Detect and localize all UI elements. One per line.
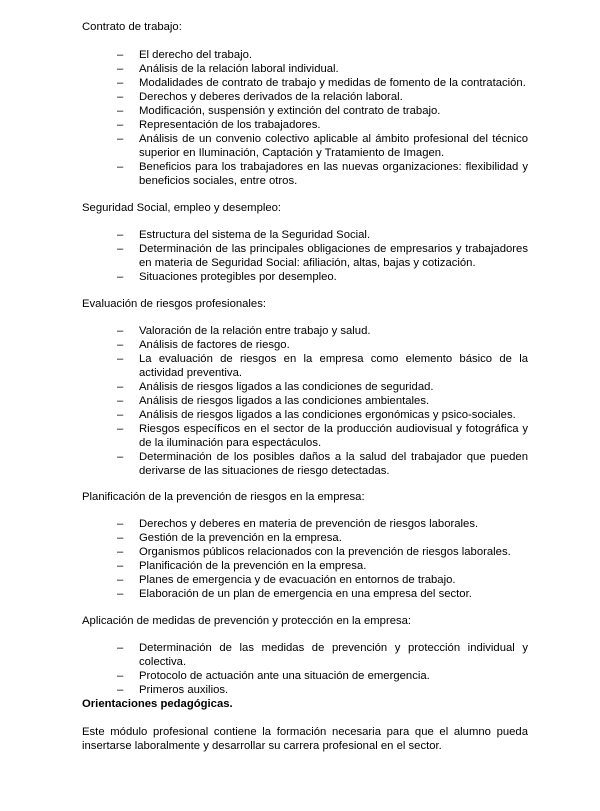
section-title-planificacion: Planificación de la prevención de riesgos en la empresa: (82, 491, 365, 503)
dash-marker: – (117, 229, 124, 241)
list-item: – Derechos y deberes derivados de la relación laboral. (117, 91, 403, 103)
list-item: – Organismos públicos relacionados con la prevención de riesgos laborales. (117, 546, 511, 558)
dash-marker: – (117, 91, 124, 103)
section-title-aplicacion-medidas: Aplicación de medidas de prevención y protección en la empresa: (82, 615, 412, 627)
dash-marker: – (117, 395, 124, 407)
dash-marker: – (117, 670, 124, 682)
section-title-contrato: Contrato de trabajo: (82, 21, 182, 33)
section-title-evaluacion-riesgos: Evaluación de riesgos profesionales: (82, 298, 266, 310)
list-item: – Determinación de los posibles daños a la salud del trabajador que pueden derivarse de las situaciones de riesgo detectadas. (117, 451, 528, 477)
list-item: – Análisis de riesgos ligados a las condiciones ambientales. (117, 395, 430, 407)
list-item: – Análisis de factores de riesgo. (117, 339, 290, 351)
list-item: – Estructura del sistema de la Seguridad Social. (117, 229, 371, 241)
list-item: – Análisis de la relación laboral individual. (117, 63, 339, 75)
list-contrato (0, 48, 600, 188)
dash-marker: – (117, 63, 124, 75)
list-item: – Modalidades de contrato de trabajo y medidas de fomento de la contratación. (117, 77, 526, 89)
list-item: – Valoración de la relación entre trabajo y salud. (117, 325, 371, 337)
list-aplicacion-medidas (0, 641, 600, 697)
dash-marker: – (117, 325, 124, 337)
section-title-seguridad-social: Seguridad Social, empleo y desempleo: (82, 202, 282, 214)
dash-marker: – (117, 642, 124, 654)
dash-marker: – (117, 684, 124, 696)
list-item: – Análisis de un convenio colectivo aplicable al ámbito profesional del técnico superior en Iluminación, Captación y Tratamiento de Imagen. (117, 133, 528, 159)
dash-marker: – (117, 423, 124, 435)
list-item: – Gestión de la prevención en la empresa. (117, 532, 342, 544)
list-item: – Elaboración de un plan de emergencia en una empresa del sector. (117, 588, 472, 600)
list-item: – Planes de emergencia y de evacuación en entornos de trabajo. (117, 574, 456, 586)
dash-marker: – (117, 339, 124, 351)
dash-marker: – (117, 518, 124, 530)
list-item: – Derechos y deberes en materia de prevención de riesgos laborales. (117, 518, 479, 530)
list-item: – Análisis de riesgos ligados a las condiciones ergonómicas y psico-sociales. (117, 409, 516, 421)
list-item: – Riesgos específicos en el sector de la producción audiovisual y fotográfica y de la iluminación para espectáculos. (117, 423, 528, 449)
dash-marker: – (117, 77, 124, 89)
list-item: – La evaluación de riesgos en la empresa como elemento básico de la actividad preventiva. (117, 353, 528, 379)
list-planificacion (0, 517, 600, 601)
dash-marker: – (117, 161, 124, 173)
dash-marker: – (117, 451, 124, 463)
list-item: – Beneficios para los trabajadores en las nuevas organizaciones: flexibilidad y beneficios sociales, entre otros. (117, 161, 528, 187)
dash-marker: – (117, 560, 124, 572)
orientaciones-paragraph: Este módulo profesional contiene la formación necesaria para que el alumno pueda insertarse laboralmente y desarrollar su carrera profesional en el sector. (82, 726, 528, 752)
list-item: – Determinación de las principales obligaciones de empresarios y trabajadores en materia de Seguridad Social: afiliación, altas, bajas y cotización. (117, 243, 528, 269)
list-evaluacion-riesgos (0, 324, 600, 478)
list-item: – Situaciones protegibles por desempleo. (117, 271, 337, 283)
list-seguridad-social (0, 228, 600, 284)
dash-marker: – (117, 271, 124, 283)
dash-marker: – (117, 133, 124, 145)
dash-marker: – (117, 353, 124, 365)
dash-marker: – (117, 546, 124, 558)
dash-marker: – (117, 409, 124, 421)
dash-marker: – (117, 243, 124, 255)
list-item: – Análisis de riesgos ligados a las condiciones de seguridad. (117, 381, 434, 393)
list-item: – Protocolo de actuación ante una situación de emergencia. (117, 670, 430, 682)
dash-marker: – (117, 105, 124, 117)
dash-marker: – (117, 49, 124, 61)
list-item: – Primeros auxilios. (117, 684, 229, 696)
list-item: – Planificación de la prevención en la empresa. (117, 560, 367, 572)
orientaciones-title: Orientaciones pedagógicas. (82, 698, 233, 710)
list-item: – El derecho del trabajo. (117, 49, 253, 61)
dash-marker: – (117, 574, 124, 586)
list-item: – Determinación de las medidas de prevención y protección individual y colectiva. (117, 642, 528, 668)
dash-marker: – (117, 532, 124, 544)
dash-marker: – (117, 119, 124, 131)
dash-marker: – (117, 381, 124, 393)
dash-marker: – (117, 588, 124, 600)
list-item: – Modificación, suspensión y extinción del contrato de trabajo. (117, 105, 441, 117)
list-item: – Representación de los trabajadores. (117, 119, 321, 131)
